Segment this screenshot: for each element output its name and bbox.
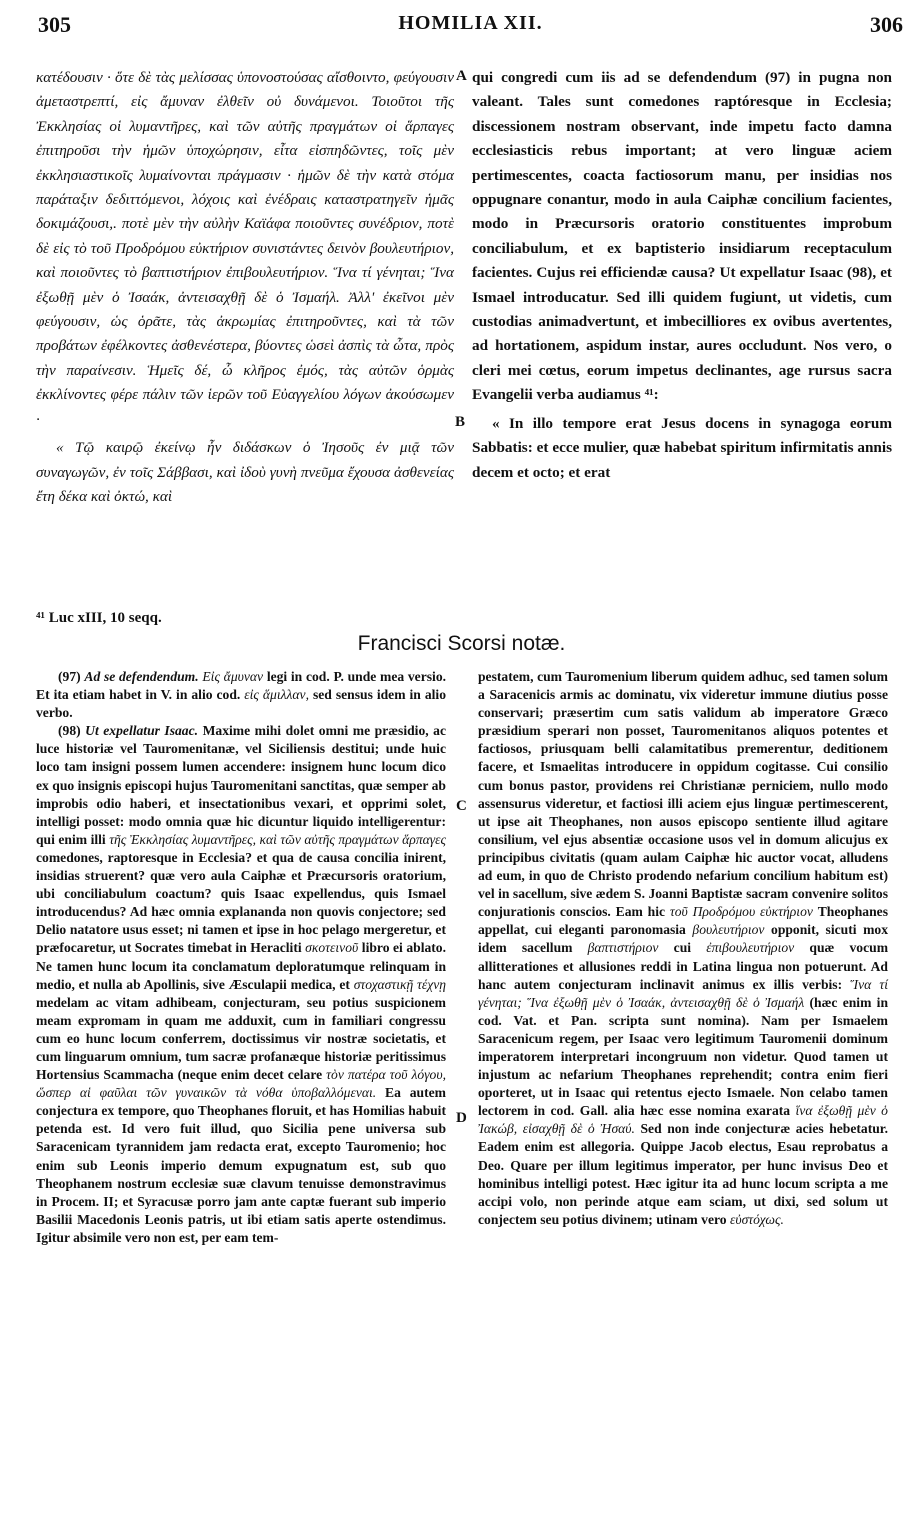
notes-heading: Francisci Scorsi notæ. [357, 632, 566, 655]
running-title: HOMILIA XII. [398, 12, 543, 34]
latin-text-column [472, 66, 892, 485]
note-cont-text-c: opponit, sicuti mox idem sacellum [478, 922, 888, 956]
margin-letter-c: C [456, 798, 467, 814]
greek-paragraph: κατέδουσιν · ὅτε δὲ τὰς μελίσσας ὑπονοστούσας αἴσθοιντο, φεύγουσιν ἀμεταστρεπτί, εἰς ἄμυναν ἐλθεῖν οὐ δυνάμενοι. Τοιοῦτοι τῆς Ἐκκλησίας οἱ λυμαντῆρες, καὶ τῶν αὐτῆς πραγμάτων οἱ ἅρπαγες ἐπιτηροῦσι τὴν ἡμῶν ὑποχώρησιν, εἶτα εἰσπηδῶντες, τοῖς μὲν ἐκκλησιαστικοῖς λυμαίνονται πράγμασιν · ἡμῶν δὲ τὴν κατὰ στόμα παράταξιν δεδιττόμενοι, λόχοις καὶ ἐνέδραις καταστρατηγεῖν ἡμᾶς δοκιμάζουσι,. ποτὲ μὲν τὴν αὐλὴν Καϊάφα ποιοῦντες συνέδριον, ποτὲ δὲ εἰς τὸ τοῦ Προδρόμου εὐκτήριον συνιστάντες δεινὸν βουλευτήριον, καὶ ποιοῦντες τὸ βαπτιστήριον ἐπιβουλευτήριον. Ἵνα τί γένηται; Ἵνα ἐξωθῇ μὲν ὁ Ἰσαάκ, ἀντεισαχθῇ δὲ ὁ Ἰσμαήλ. Ἀλλ' ἐκεῖνοι μὲν φεύγουσιν, ὡς ὁρᾶτε, τὰς ἀκρωμίας ἐπιτηροῦντες, καὶ τὰ τῶν προβάτων ἐφέλκοντες ἀσθενέστερα, βύοντες ὡσεὶ ἀσπὶς τὰ ὦτα, πρὸς τὴν παραίνεσιν. Ἡμεῖς δέ, ὦ κλῆρος ἐμός, τὰς αὐτῶν ὁρμὰς ἐκκλίνοντες φέρε πάλιν τῶν ἱερῶν τοῦ Εὐαγγελίου λόγων ἀκούσωμεν · [36, 69, 454, 428]
page-number-right: 306 [870, 12, 903, 37]
note-98-label: (98) [58, 723, 81, 739]
note-97-greek-variant: εἰς ἅμιλλαν, [244, 687, 309, 703]
note-cont-greek-g: εὐστόχως. [729, 1211, 784, 1227]
notes-left-column [36, 668, 446, 1247]
note-98-text-c: libro ei ablato. Ne tamen hunc locum ita conclamatum deploratumque relinquam in medio, et nulla ab Apollinis, sive Æsculapii medica, et [36, 940, 446, 992]
note-97 [36, 668, 446, 722]
footnote: ⁴¹ Luc xIII, 10 seqq. [36, 610, 162, 626]
note-98-text-e: Ea autem conjectura ex tempore, quo Theophanes floruit, et has Homilias habuit petenda est. Id vero fuit illud, quo Sicilia pene universa sub Saracenicam tyrannidem jam redacta erat, excepto Tauromenio; hoc enim sub Leonis imperio demum expugnatum est, sub quo Theophanem nostrum ecclesiæ suæ clavum tenuisse demonstravimus in Procem. II; et Syracusæ porro jam ante captæ fuerant sub imperio Basilii Macedonis Leonis patris, ut ibi etiam satis aperte ostendimus. Igitur absimile vero non est, per eam tem- [36, 1085, 446, 1245]
note-98-greek-b: σκοτεινοῦ [305, 940, 359, 956]
note-98-greek-c: στοχαστικῇ τέχνῃ [353, 976, 447, 992]
notes-right-column [478, 668, 888, 1229]
note-cont-greek-c: βαπτιστήριον [587, 940, 659, 956]
note-cont-text-e: quæ vocum allitterationes et allusiones reddi in Latina lingua non potuerunt. Ad hanc autem conjecturam inclinavit animus ex illis verbis: [478, 940, 889, 992]
margin-letter-d: D [456, 1110, 467, 1126]
note-cont-text-b: Theophanes appellat, cui eleganti paronomasia [478, 904, 888, 938]
note-cont-greek-e: Ἵνα τί γένηται; Ἵνα ἐξωθῇ μὲν ὁ Ἰσαάκ, ἀντεισαχθῇ δὲ ὁ Ἰσμαήλ [478, 976, 888, 1010]
margin-letter-a: A [456, 68, 467, 84]
note-cont-text-f: (hæc enim in cod. Vat. et Pan. scripta sunt nomina). Nam per Ismaelem Saracenicum regem, per Isaac vero legitimum Tauromenii dominum imperatorem interpretari incongruum non videtur. Quod tamen ut injustum ac nefarium Theophanes reprehendit; contra enim fieri oporteret, ut in Isaac qui retentus ejecto Ismaele. Non celabo tamen lectorem in cod. Gall. alia hæc esse nomina exarata [478, 994, 889, 1119]
note-cont-greek-f: ἵνα ἐξωθῇ μὲν ὁ Ἰακώβ, εἰσαχθῇ δὲ ὁ Ἠσαύ. [478, 1103, 888, 1137]
note-98-text-d: medelam ac vitam adhibeam, conjecturam, seu potius suspicionem meam expromam in quam me adduxit, cum in familiari congressu cum eo hunc locum conferrem, doctissimus vir nostræ societatis, et cum linguarum omnium, tum sacræ profanæque historiæ peritissimus Hortensius Scammacha (neque enim decet celare [36, 994, 446, 1083]
latin-paragraph: qui congredi cum iis ad se defendendum (97) in pugna non valeant. Tales sunt comedones raptóresque in Ecclesia; discessionem nostram observant, inde impetu facto damna ecclesiasticis rebus important; at vero linguæ aciem pertimescentes, coacta factiosorum manu, per insidias nos oppugnare conantur, modo in aula Caiphæ concilium facientes, modo in Præcursoris oratorio constituentes improbum conciliabulum, et ex baptisterio insidiarum receptaculum facientes. Cujus rei efficiendæ causa? Ut expellatur Isaac (98), et Ismael introducatur. Sed illi quidem fugiunt, ut videtis, cum custodias animadvertunt, et imbecilliores ex ovibus avertentes, ad hortationem, aspidum instar, aures occludunt. Nos vero, o cleri mei cœtus, eorum impetus declinantes, age rursus sacra Evangelii verba audiamus ⁴¹: [472, 69, 892, 404]
note-cont-greek-d: ἐπιβουλευτήριον [706, 940, 795, 956]
note-97-text-end: sed sensus idem in alio verbo. [36, 687, 446, 721]
note-98-text-b: comedones, raptoresque in Ecclesia? et qua de causa concilia inirent, insidias struerent? quæ vero aula Caiphæ et Præcursoris oratorium, ubi conciliabulum coactum? quis Isaac expellendus, quis Ismael introducendus? Ad hæc omnia explananda non quovis conjectore; sed Delio natatore usus esset; ni tamen et ipse in hoc pelago mergeretur, et præfocaretur, ut Socrates timebat in Heracliti [36, 849, 446, 956]
note-98-greek-d: τὸν πατέρα τοῦ λόγου, ὥσπερ αἱ φαῦλαι τῶν γυναικῶν τὰ νόθα ὑποβαλλόμεναι. [36, 1067, 446, 1101]
note-98-lemma: Ut expellatur Isaac. [85, 723, 199, 739]
margin-letter-b: B [455, 414, 466, 430]
note-97-greek: Εἰς ἄμυναν [202, 669, 264, 684]
greek-text-column [36, 66, 454, 509]
greek-gospel-quote: « Τῷ καιρῷ ἐκείνῳ ἦν διδάσκων ὁ Ἰησοῦς ἐν μιᾷ τῶν συναγωγῶν, ἐν τοῖς Σάββασι, καὶ ἰδοὺ γυνὴ πνεῦμα ἔχουσα ἀσθενείας ἔτη δέκα καὶ ὀκτώ, καὶ [36, 439, 454, 505]
note-cont-text-g: Sed non inde conjecturæ acies hebetatur. Eadem enim est allegoria. Quippe Jacob electus, Esau reprobatus a Deo. Quare per illum legitimus imperator, per hunc invisus Deo et hominibus intelligi potest. Hæc igitur ita ad hunc locum scripta a me accipi volo, non perinde atque eam sciam, ut dixi, sed solum ut conjectem seu potius divinem; utinam vero [478, 1121, 888, 1227]
note-cont-text-d: cui [673, 940, 692, 956]
note-cont-greek-a: τοῦ Προδρόμου εὐκτήριον [669, 904, 813, 920]
running-header [38, 6, 903, 46]
note-97-text: legi in cod. P. unde mea versio. Et ita etiam habet in V. in alio cod. [36, 669, 447, 703]
note-cont-text-a: pestatem, cum Tauromenium liberum quidem adhuc, sed tamen solum a Saracenicis armis ac dominatu, vix videretur immune diutius posse conservari; præsertim cum satis validum ab imperatore Græco præsidium sperari non posset, Tauromenitanos aliquos potentes et factiosos, priusquam belli calamitatibus premerentur, deditionem facere, et Ismaelitas introducere in oppidum cogitasse. Cui consilio cum bonus pastor, providens rei Christianæ perniciem, nullo modo assensurus videretur, et factiosi illi aciem ejus linguæ pertimescerent, ut ipse ait Theophanes, non ausos episcopo sentiente illud agitare consilium, vel ejus absentiæ occasione usos vel in domum alicujus ex principibus civitatis (quam aulam Caiphæ hic auctor vocat, alludens ad eum, in quo de Christo prodendo nefarium concilium habitum est) vel in sacellum, sive ædem S. Joanni Baptistæ sacram convenire solitos conjurationis conscios. Eam hic [478, 669, 888, 920]
note-98-continued [478, 668, 888, 1229]
page-number-left: 305 [38, 12, 71, 37]
note-98-text-a: Maxime mihi dolet omni me præsidio, ac luce historiæ vel Tauromenitanæ, vel Siciliensis destitui; unde huic loco tam insigni possem lumen accendere: insignem hunc locum dico ex quo insignis episcopi hujus Tauromenitani sanctitas, quæ semper ab improbis odio haberi, et insectationibus vexari, et opprimi solet, intelligi posset: modo omnia quæ hic dicuntur liquido intelligerentur: qui enim illi [36, 723, 446, 847]
note-98-greek-a: τῆς Ἐκκλησίας λυμαντῆρες, καὶ τῶν αὐτῆς πραγμάτων ἅρπαγες [109, 831, 447, 847]
note-97-label: (97) [58, 669, 81, 684]
note-cont-greek-b: βουλευτήριον [692, 922, 765, 938]
note-98 [36, 722, 446, 1247]
latin-gospel-quote: « In illo tempore erat Jesus docens in synagoga eorum Sabbatis: et ecce mulier, quæ habebat spiritum infirmitatis annis decem et octo; et erat [472, 414, 892, 481]
note-97-lemma: Ad se defendendum. [84, 669, 199, 684]
